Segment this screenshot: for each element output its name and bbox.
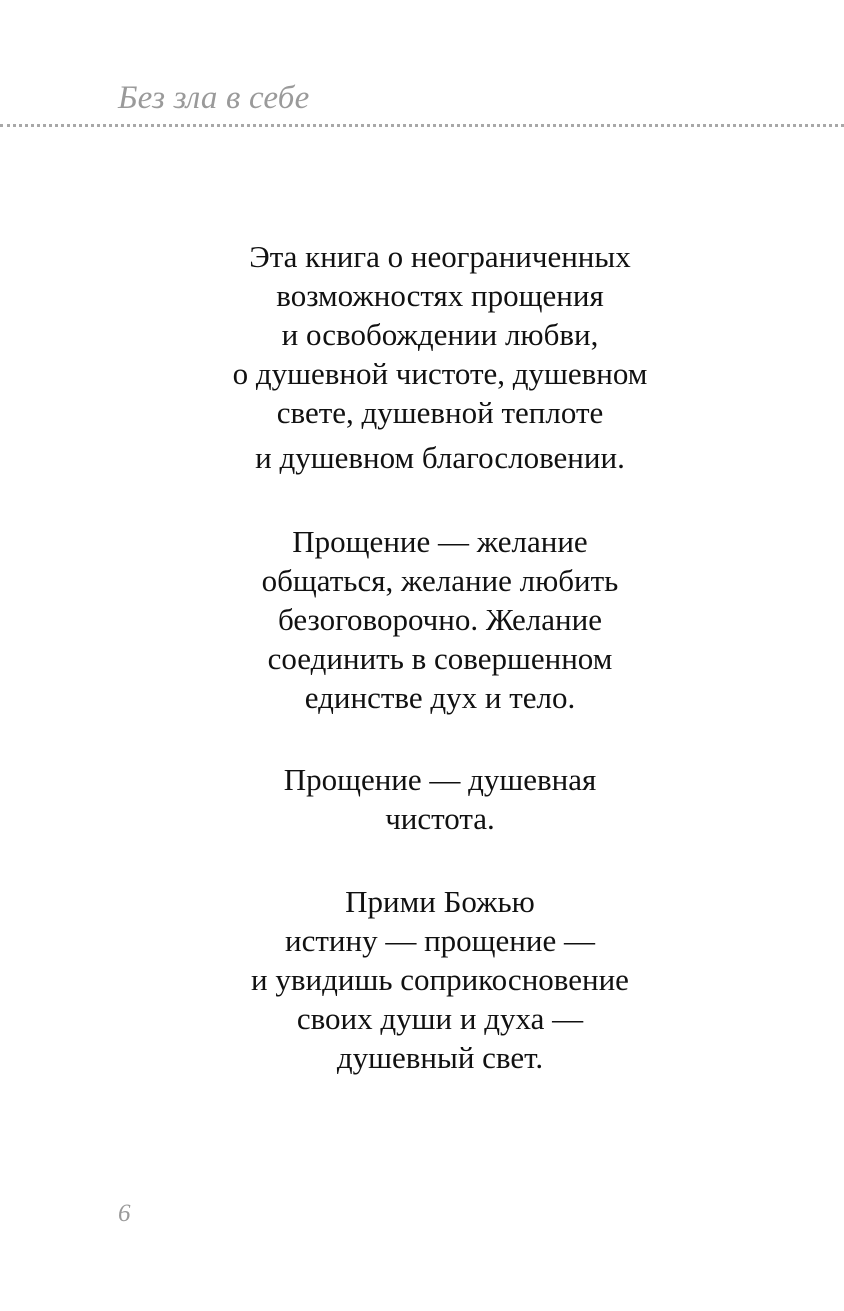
text-line: возможностях прощения (276, 278, 604, 313)
text-line: Прощение — душевная (283, 762, 597, 797)
stanza-1 (120, 237, 760, 477)
text-line: чистота. (385, 801, 495, 836)
page-number: 6 (118, 1200, 131, 1227)
stanza-4 (120, 882, 760, 1077)
running-header-title: Без зла в себе (118, 80, 310, 116)
text-line: и душевном благословении. (255, 440, 625, 475)
stanza-2 (120, 522, 760, 717)
text-line: о душевной чистоте, душевном (232, 356, 648, 391)
text-line: общаться, желание любить (261, 563, 619, 598)
text-line: единстве дух и тело. (304, 680, 576, 715)
text-line: свете, душевной теплоте (276, 395, 604, 430)
text-line: и освобождении любви, (281, 317, 599, 352)
text-line: безоговорочно. Желание (278, 602, 602, 637)
text-line: душевный свет. (336, 1040, 544, 1075)
text-line: истину — прощение — (285, 923, 595, 958)
text-line: своих души и духа — (296, 1001, 584, 1036)
stanza-3 (120, 760, 760, 838)
text-line: и увидишь соприкосновение (251, 962, 629, 997)
text-line: Эта книга о неограниченных (249, 239, 631, 274)
header-dotted-rule (0, 124, 844, 127)
text-line: Прими Божью (345, 884, 535, 919)
text-line: Прощение — желание (292, 524, 588, 559)
text-line: соединить в совершенном (267, 641, 613, 676)
